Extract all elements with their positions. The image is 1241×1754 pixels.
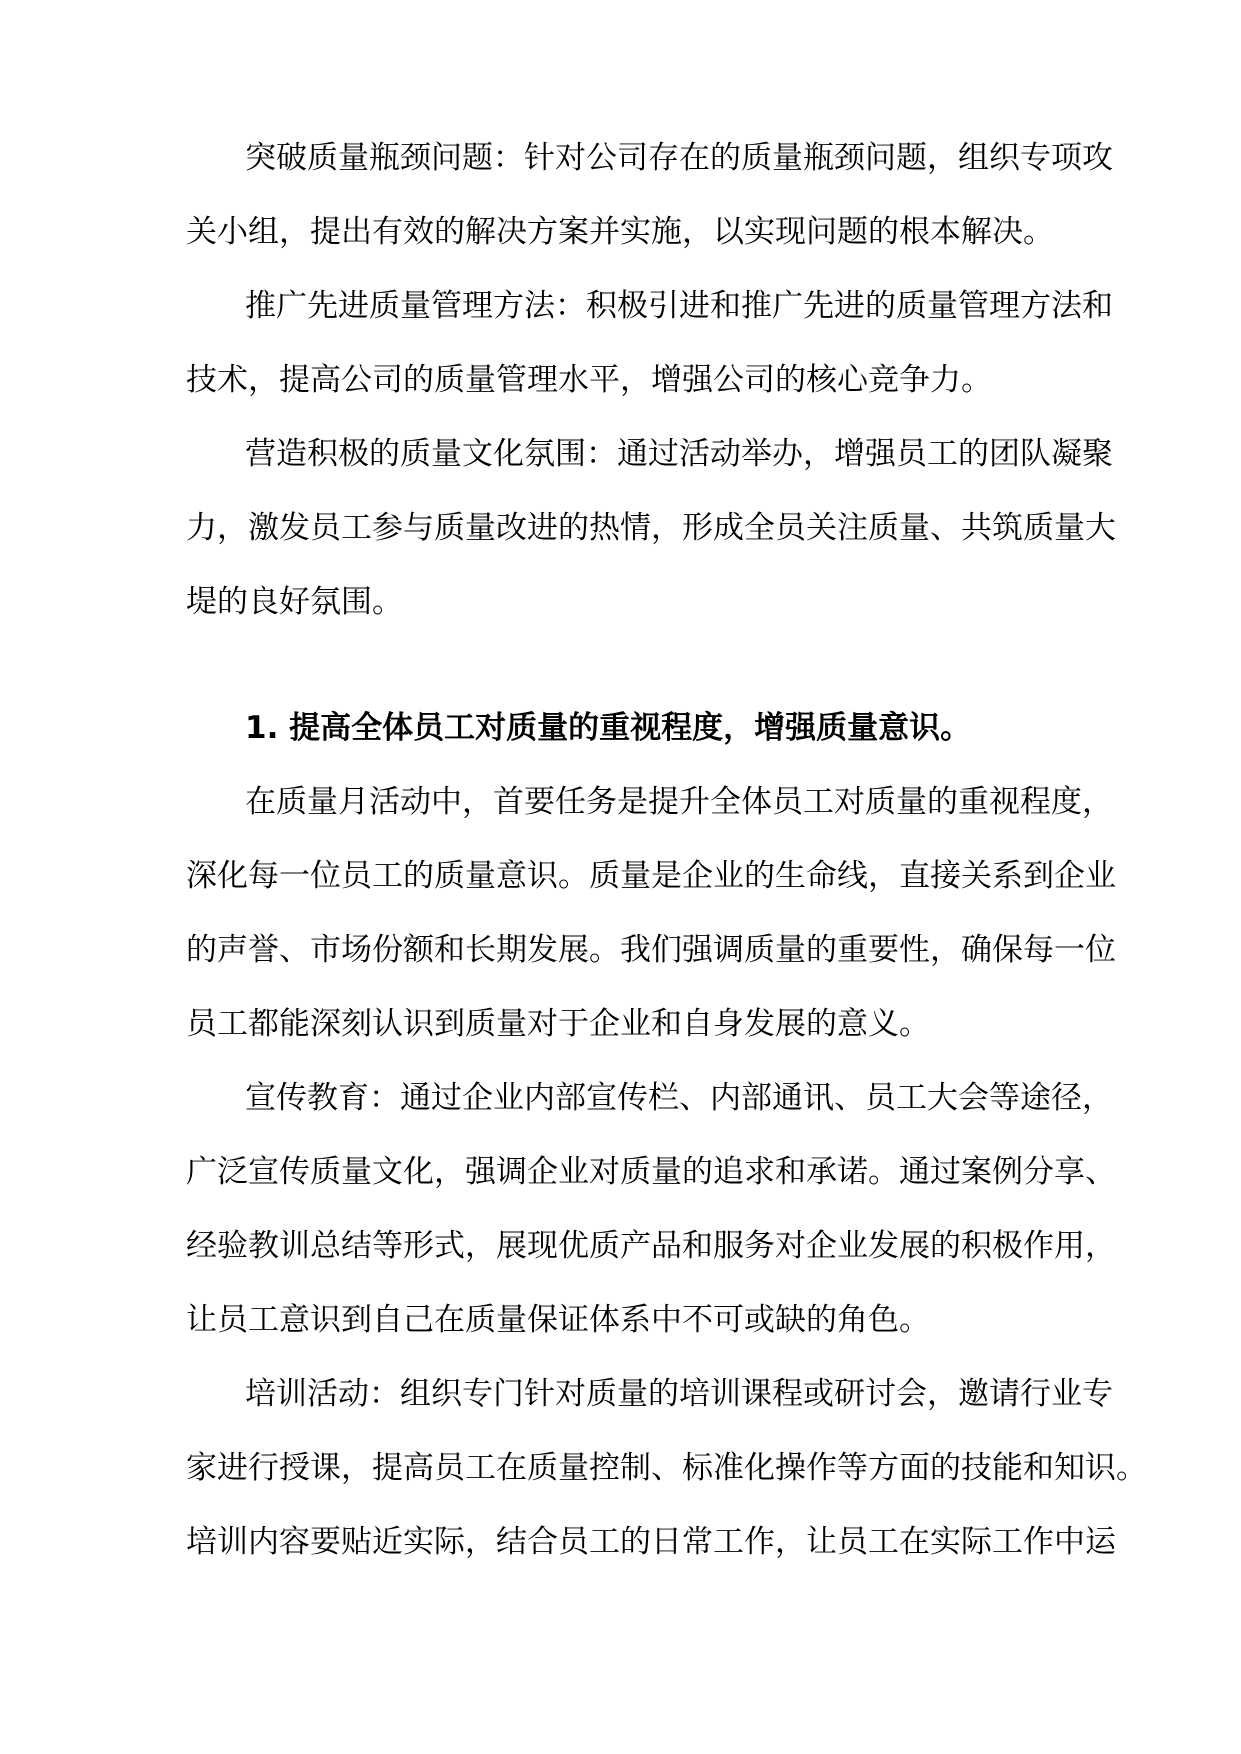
paragraph-line: 关小组，提出有效的解决方案并实施，以实现问题的根本解决。 [186,214,1054,250]
paragraph-line: 堤的良好氛围。 [186,584,403,620]
paragraph-line: 员工都能深刻认识到质量对于企业和自身发展的意义。 [186,1006,930,1042]
paragraph-line: 经验教训总结等形式，展现优质产品和服务对企业发展的积极作用， [186,1228,1116,1264]
paragraph-line: 营造积极的质量文化氛围：通过活动举办，增强员工的团队凝聚 [245,436,1113,472]
paragraph-line: 突破质量瓶颈问题：针对公司存在的质量瓶颈问题，组织专项攻 [245,140,1113,176]
paragraph-line: 力，激发员工参与质量改进的热情，形成全员关注质量、共筑质量大 [186,510,1116,546]
paragraph-line: 技术，提高公司的质量管理水平，增强公司的核心竞争力。 [186,362,992,398]
section-heading: 1. 提高全体员工对质量的重视程度，增强质量意识。 [245,710,972,746]
paragraph-line: 家进行授课，提高员工在质量控制、标准化操作等方面的技能和知识。 [186,1450,1147,1486]
paragraph-line: 培训活动：组织专门针对质量的培训课程或研讨会，邀请行业专 [245,1376,1113,1412]
paragraph-line: 培训内容要贴近实际，结合员工的日常工作，让员工在实际工作中运 [186,1524,1116,1560]
paragraph-line: 推广先进质量管理方法：积极引进和推广先进的质量管理方法和 [245,288,1113,324]
paragraph-line: 广泛宣传质量文化，强调企业对质量的追求和承诺。通过案例分享、 [186,1154,1116,1190]
paragraph-line: 让员工意识到自己在质量保证体系中不可或缺的角色。 [186,1302,930,1338]
paragraph-line: 的声誉、市场份额和长期发展。我们强调质量的重要性，确保每一位 [186,932,1116,968]
paragraph-line: 宣传教育：通过企业内部宣传栏、内部通讯、员工大会等途径， [245,1080,1113,1116]
paragraph-line: 在质量月活动中，首要任务是提升全体员工对质量的重视程度， [245,784,1113,820]
paragraph-line: 深化每一位员工的质量意识。质量是企业的生命线，直接关系到企业 [186,858,1116,894]
